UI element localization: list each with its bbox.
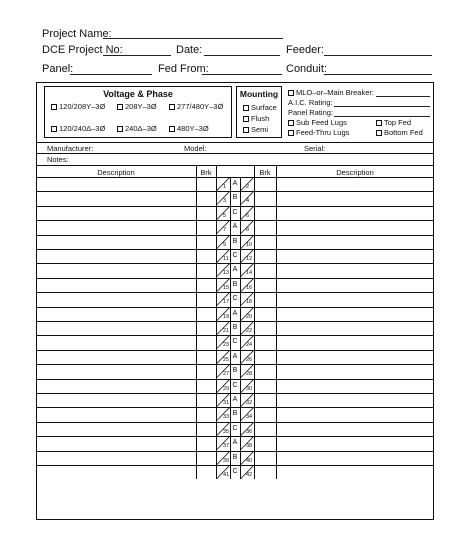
circuit-number-right: 18 — [246, 299, 253, 306]
phase-label: A — [232, 396, 238, 403]
circuit-number-right: 38 — [246, 443, 253, 450]
description-right-cell[interactable] — [276, 465, 434, 479]
circuit-number-right: 26 — [246, 356, 253, 363]
voltage-option-480y[interactable]: 480Y–3Ø — [169, 124, 209, 133]
brk-left-cell[interactable] — [196, 206, 216, 220]
dce-project-no-label: DCE Project No: — [42, 44, 123, 56]
circuit-number-left: 29 — [223, 385, 230, 392]
brk-left-cell[interactable] — [196, 364, 216, 378]
phase-label: C — [232, 338, 238, 346]
divider — [36, 165, 434, 166]
circuit-number-left: 5 — [223, 212, 227, 219]
date-label: Date: — [176, 44, 203, 56]
description-right-cell[interactable] — [276, 292, 434, 306]
conduit-field[interactable] — [324, 74, 432, 75]
project-name-label: Project Name: — [42, 28, 112, 40]
panel-rating-label: Panel Rating: — [288, 108, 334, 117]
description-left-cell[interactable] — [36, 393, 196, 407]
brk-right-cell[interactable] — [254, 177, 276, 191]
circuit-number-right: 8 — [246, 227, 250, 234]
aic-rating-field[interactable] — [334, 106, 430, 107]
mounting-option-semi[interactable]: Semi — [243, 125, 268, 134]
brk-left-header: Brk — [200, 168, 212, 177]
circuit-number-right: 36 — [246, 428, 253, 435]
description-right-cell[interactable] — [276, 422, 434, 436]
description-right-cell[interactable] — [276, 335, 434, 349]
voltage-option-120-240d[interactable]: 120/240Δ–3Ø — [51, 124, 105, 133]
brk-left-cell[interactable] — [196, 220, 216, 234]
date-field[interactable] — [204, 55, 280, 56]
description-left-cell[interactable] — [36, 407, 196, 421]
brk-right-cell[interactable] — [254, 307, 276, 321]
mounting-option-surface[interactable]: Surface — [243, 103, 277, 112]
circuit-number-right: 2 — [246, 184, 250, 190]
circuit-number-left: 19 — [223, 313, 230, 320]
circuit-number-right: 40 — [246, 457, 253, 464]
description-left-cell[interactable] — [36, 335, 196, 349]
manufacturer-label: Manufacturer: — [47, 144, 94, 153]
mlo-field[interactable] — [376, 96, 430, 97]
circuit-number-left: 27 — [223, 371, 230, 378]
brk-left-cell[interactable] — [196, 379, 216, 393]
description-left-cell[interactable] — [36, 422, 196, 436]
brk-left-cell[interactable] — [196, 307, 216, 321]
divider — [36, 142, 434, 143]
circuit-number-right: 32 — [246, 400, 253, 406]
brk-right-cell[interactable] — [254, 249, 276, 263]
brk-left-cell[interactable] — [196, 407, 216, 421]
description-left-cell[interactable] — [36, 451, 196, 465]
brk-left-cell[interactable] — [196, 321, 216, 335]
description-right-cell[interactable] — [276, 307, 434, 321]
phase-label: B — [232, 280, 238, 288]
circuit-number-right: 12 — [246, 256, 253, 262]
circuit-number-left: 1 — [223, 184, 227, 190]
description-left-cell[interactable] — [36, 220, 196, 234]
circuit-number-right: 14 — [246, 270, 253, 277]
brk-left-cell[interactable] — [196, 436, 216, 450]
divider — [36, 153, 434, 154]
brk-right-cell[interactable] — [254, 379, 276, 393]
voltage-option-208y[interactable]: 208Y–3Ø — [117, 102, 157, 111]
voltage-phase-box — [44, 86, 232, 138]
description-right-cell[interactable] — [276, 379, 434, 393]
description-left-cell[interactable] — [36, 379, 196, 393]
aic-rating-label: A.I.C. Rating: — [288, 98, 333, 107]
brk-right-cell[interactable] — [254, 364, 276, 378]
panel-field[interactable] — [70, 74, 152, 75]
brk-left-cell[interactable] — [196, 191, 216, 205]
brk-left-cell[interactable] — [196, 350, 216, 364]
sub-feed-lugs-option[interactable]: Sub Feed Lugs — [288, 118, 347, 127]
description-left-cell[interactable] — [36, 465, 196, 479]
dce-project-no-field[interactable] — [103, 55, 171, 56]
description-right-cell[interactable] — [276, 350, 434, 364]
notes-label: Notes: — [47, 155, 69, 164]
phase-label: B — [232, 453, 238, 461]
description-right-cell[interactable] — [276, 321, 434, 335]
description-left-header: Description — [97, 168, 135, 177]
circuit-number-left: 11 — [223, 256, 229, 262]
brk-left-cell[interactable] — [196, 278, 216, 292]
brk-right-cell[interactable] — [254, 263, 276, 277]
project-name-field[interactable] — [103, 38, 283, 39]
description-left-cell[interactable] — [36, 350, 196, 364]
circuit-number-left: 9 — [223, 241, 227, 248]
phase-label: A — [232, 439, 238, 447]
brk-right-cell[interactable] — [254, 278, 276, 292]
brk-right-cell[interactable] — [254, 393, 276, 407]
description-right-cell[interactable] — [276, 249, 434, 263]
circuit-number-right: 28 — [246, 371, 253, 378]
description-right-cell[interactable] — [276, 407, 434, 421]
feeder-label: Feeder: — [286, 44, 324, 56]
brk-left-cell[interactable] — [196, 422, 216, 436]
phase-label: B — [232, 324, 238, 331]
voltage-option-240d[interactable]: 240Δ–3Ø — [117, 124, 157, 133]
conduit-label: Conduit: — [286, 63, 327, 75]
brk-right-cell[interactable] — [254, 436, 276, 450]
description-right-cell[interactable] — [276, 436, 434, 450]
voltage-option-277-480y[interactable]: 277/480Y–3Ø — [169, 102, 223, 111]
circuit-number-right: 16 — [246, 284, 253, 291]
brk-right-cell[interactable] — [254, 220, 276, 234]
feeder-field[interactable] — [324, 55, 432, 56]
description-right-cell[interactable] — [276, 220, 434, 234]
brk-right-cell[interactable] — [254, 422, 276, 436]
brk-left-cell[interactable] — [196, 235, 216, 249]
brk-right-header: Brk — [259, 168, 271, 177]
top-fed-option[interactable]: Top Fed — [376, 118, 411, 127]
brk-right-cell[interactable] — [254, 292, 276, 306]
phase-label: C — [232, 208, 238, 216]
bottom-fed-option[interactable]: Bottom Fed — [376, 128, 423, 137]
description-right-cell[interactable] — [276, 451, 434, 465]
circuit-number-right: 22 — [246, 328, 253, 334]
circuit-number-right: 34 — [246, 414, 253, 421]
mounting-box — [236, 86, 282, 138]
circuit-number-left: 37 — [223, 443, 230, 450]
circuit-number-left: 25 — [223, 356, 230, 363]
phase-label: C — [232, 381, 238, 389]
brk-right-cell[interactable] — [254, 235, 276, 249]
circuit-number-left: 41 — [223, 472, 230, 478]
description-right-cell[interactable] — [276, 191, 434, 205]
voltage-phase-title: Voltage & Phase — [103, 89, 173, 99]
description-right-cell[interactable] — [276, 263, 434, 277]
phase-label: C — [232, 295, 238, 303]
circuit-number-right: 4 — [246, 198, 250, 205]
phase-label: B — [232, 367, 238, 375]
circuit-number-left: 31 — [223, 400, 230, 406]
circuit-number-left: 17 — [223, 299, 230, 306]
description-right-cell[interactable] — [276, 206, 434, 220]
description-left-cell[interactable] — [36, 249, 196, 263]
phase-label: B — [232, 194, 238, 202]
mlo-main-breaker[interactable]: MLO–or–Main Breaker: — [288, 88, 374, 97]
circuit-number-left: 21 — [223, 328, 230, 334]
description-right-cell[interactable] — [276, 393, 434, 407]
brk-left-cell[interactable] — [196, 465, 216, 479]
brk-left-cell[interactable] — [196, 249, 216, 263]
description-right-cell[interactable] — [276, 177, 434, 191]
brk-right-cell[interactable] — [254, 191, 276, 205]
phase-label: A — [232, 266, 238, 274]
circuit-number-left: 33 — [223, 414, 230, 421]
fed-from-label: Fed From: — [158, 63, 209, 75]
panel-rating-field[interactable] — [334, 116, 430, 117]
brk-left-cell[interactable] — [196, 451, 216, 465]
description-right-cell[interactable] — [276, 235, 434, 249]
description-right-cell[interactable] — [276, 364, 434, 378]
circuit-number-left: 13 — [223, 270, 230, 277]
description-left-cell[interactable] — [36, 263, 196, 277]
phase-label: C — [232, 252, 238, 259]
description-right-cell[interactable] — [276, 278, 434, 292]
circuit-number-left: 35 — [223, 428, 230, 435]
description-left-cell[interactable] — [36, 235, 196, 249]
description-left-cell[interactable] — [36, 292, 196, 306]
brk-right-cell[interactable] — [254, 206, 276, 220]
brk-left-cell[interactable] — [196, 335, 216, 349]
description-left-cell[interactable] — [36, 364, 196, 378]
circuit-number-left: 39 — [223, 457, 230, 464]
circuit-number-right: 10 — [246, 241, 253, 248]
circuit-number-left: 15 — [223, 284, 230, 291]
circuit-number-left: 7 — [223, 227, 227, 234]
brk-left-cell[interactable] — [196, 177, 216, 191]
phase-label: A — [232, 180, 238, 187]
brk-right-cell[interactable] — [254, 321, 276, 335]
circuit-number-left: 23 — [223, 342, 230, 349]
circuit-number-right: 20 — [246, 313, 253, 320]
phase-label: C — [232, 424, 238, 432]
brk-left-cell[interactable] — [196, 393, 216, 407]
description-left-cell[interactable] — [36, 206, 196, 220]
brk-left-cell[interactable] — [196, 263, 216, 277]
circuit-number-right: 6 — [246, 212, 250, 219]
phase-label: A — [232, 223, 238, 231]
phase-label: B — [232, 410, 238, 418]
brk-left-cell[interactable] — [196, 292, 216, 306]
brk-right-cell[interactable] — [254, 407, 276, 421]
description-left-cell[interactable] — [36, 307, 196, 321]
phase-label: A — [232, 309, 238, 317]
brk-right-cell[interactable] — [254, 335, 276, 349]
circuit-number-right: 42 — [246, 472, 253, 478]
feed-thru-lugs-option[interactable]: Feed-Thru Lugs — [288, 128, 349, 137]
phase-label: C — [232, 468, 238, 475]
description-left-cell[interactable] — [36, 191, 196, 205]
serial-label: Serial: — [304, 144, 326, 153]
description-left-cell[interactable] — [36, 278, 196, 292]
voltage-option-120-208y[interactable]: 120/208Y–3Ø — [51, 102, 105, 111]
brk-right-cell[interactable] — [254, 465, 276, 479]
description-right-header: Description — [336, 168, 374, 177]
brk-right-cell[interactable] — [254, 350, 276, 364]
description-left-cell[interactable] — [36, 321, 196, 335]
circuit-number-right: 30 — [246, 385, 253, 392]
phase-label: B — [232, 237, 238, 245]
model-label: Model: — [184, 144, 207, 153]
circuit-number-left: 3 — [223, 198, 227, 205]
panel-label: Panel: — [42, 63, 74, 75]
phase-label: A — [232, 352, 238, 360]
description-left-cell[interactable] — [36, 177, 196, 191]
fed-from-field[interactable] — [202, 74, 282, 75]
brk-right-cell[interactable] — [254, 451, 276, 465]
description-left-cell[interactable] — [36, 436, 196, 450]
mounting-title: Mounting — [239, 89, 279, 99]
circuit-number-right: 24 — [246, 342, 253, 349]
mounting-option-flush[interactable]: Flush — [243, 114, 269, 123]
